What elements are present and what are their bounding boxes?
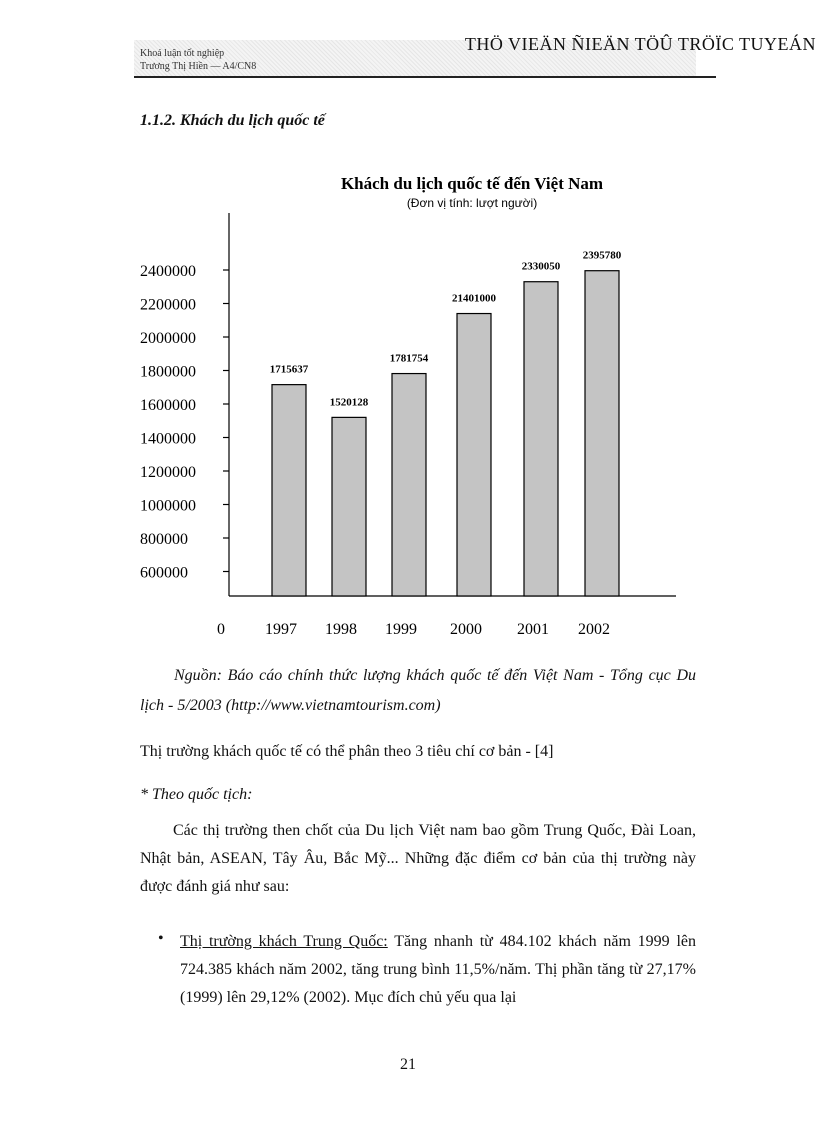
y-tick-label: 1400000 xyxy=(140,430,196,448)
page-number: 21 xyxy=(400,1056,416,1073)
y-tick-label: 1200000 xyxy=(140,464,196,481)
x-tick-label: 1999 xyxy=(385,621,417,638)
chart-title: Khách du lịch quốc tế đến Việt Nam xyxy=(340,174,604,193)
section-title: 1.1.2. Khách du lịch quốc tế xyxy=(140,112,325,129)
x-tick-label: 2001 xyxy=(517,621,549,638)
bar-1999 xyxy=(392,374,426,596)
bar-1997 xyxy=(272,385,306,596)
y-tick-label: 2400000 xyxy=(140,263,196,280)
bullet-text: Tăng nhanh từ 484.102 khách năm 1999 lên 724.385 khách năm 2002, tăng trung bình 11,5%/năm. Thị phần tăng từ 27,17% (1999) lên 29,12% (2002). Mục đích chủ yếu qua lại xyxy=(180,933,696,1006)
origin-label: 0 xyxy=(217,621,225,638)
chart-subtitle: (Đơn vị tính: lượt người) xyxy=(406,196,538,210)
bar-value-label: 21401000 xyxy=(452,292,496,305)
text-line-1: Thị trường khách quốc tế có thể phân theo 3 tiêu chí cơ bản - [4] xyxy=(140,743,554,760)
y-tick-label: 2000000 xyxy=(140,330,196,347)
bar-value-label: 1781754 xyxy=(389,352,429,365)
bar-2002 xyxy=(585,271,619,596)
y-tick-label: 1600000 xyxy=(140,397,196,414)
source-note: Nguồn: Báo cáo chính thức lượng khách quốc tế đến Việt Nam - Tổng cục Du lịch - 5/2003 (http://www.vietnamtourism.com) xyxy=(140,667,696,714)
header-line-1: Khoá luận tốt nghiệp xyxy=(140,48,225,59)
y-tick-label: 2200000 xyxy=(140,296,196,314)
bar-value-label: 2330050 xyxy=(521,260,561,273)
header-line-2: Trương Thị Hiền — A4/CN8 xyxy=(140,61,257,72)
y-tick-label: 1000000 xyxy=(140,497,196,515)
bar-value-label: 2395780 xyxy=(582,249,622,262)
y-tick-label: 1800000 xyxy=(140,363,196,381)
bullet-lead: Thị trường khách Trung Quốc: xyxy=(180,933,388,950)
x-tick-label: 2000 xyxy=(450,621,482,638)
bar-1998 xyxy=(332,417,366,596)
bar-value-label: 1520128 xyxy=(329,396,369,409)
bullet-marker: • xyxy=(158,930,164,947)
bar-value-label: 1715637 xyxy=(269,363,309,376)
header-watermark: THÖ VIEÄN ÑIEÄN TÖÛ TRÖÏC TUYEÁN xyxy=(464,34,816,54)
y-tick-label: 800000 xyxy=(140,531,188,548)
y-tick-label: 600000 xyxy=(140,564,188,582)
bullet-item xyxy=(180,928,696,1012)
body-paragraph: Các thị trường then chốt của Du lịch Việt nam bao gồm Trung Quốc, Đài Loan, Nhật bản, ASEAN, Tây Âu, Bắc Mỹ... Những đặc điểm cơ bản của thị trường này được đánh giá như sau: xyxy=(140,822,696,895)
bar-2000 xyxy=(457,314,491,596)
x-tick-label: 1998 xyxy=(325,621,357,638)
x-tick-label: 1997 xyxy=(265,621,297,638)
text-line-2: * Theo quốc tịch: xyxy=(140,786,253,803)
bar-2001 xyxy=(524,282,558,596)
x-tick-label: 2002 xyxy=(578,621,610,638)
